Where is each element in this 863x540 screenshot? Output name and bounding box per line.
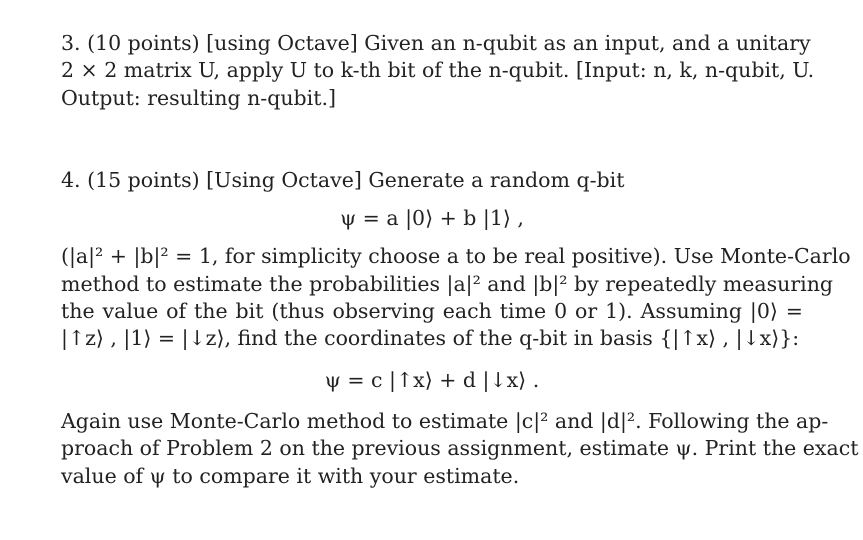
problem-4-final-paragraph: [61, 408, 859, 490]
problem-4-paragraph-line-3: the value of the bit (thus observing each time 0 or 1). Assuming |0⟩ =: [61, 299, 803, 324]
problem-4: [61, 167, 859, 490]
problem-3: [61, 30, 815, 112]
problem-4-intro: 4. (15 points) [Using Octave] Generate a random q-bit: [61, 167, 625, 192]
problem-4-paragraph-line-2: method to estimate the probabilities |a|² and |b|² by repeatedly measuring: [61, 271, 834, 296]
equation-qubit-x-basis: ψ = c |↑x⟩ + d |↓x⟩ .: [324, 367, 540, 392]
problem-4-paragraph-line-1: (|a|² + |b|² = 1, for simplicity choose a to be real positive). Use Monte-Carlo: [61, 244, 851, 269]
problem-3-line-3: Output: resulting n-qubit.]: [61, 85, 336, 110]
problem-4-final-line-3: value of ψ to compare it with your estimate.: [61, 463, 520, 488]
problem-3-line-2: 2 × 2 matrix U, apply U to k-th bit of the n-qubit. [Input: n, k, n-qubit, U.: [61, 58, 815, 83]
problem-4-final-line-2: proach of Problem 2 on the previous assignment, estimate ψ. Print the exact: [61, 436, 859, 461]
problem-4-paragraph: [61, 243, 851, 352]
equation-qubit-z-basis: ψ = a |0⟩ + b |1⟩ ,: [340, 206, 524, 231]
problem-4-paragraph-line-4: |↑z⟩ , |1⟩ = |↓z⟩, find the coordinates of the q-bit in basis {|↑x⟩ , |↓x⟩}:: [61, 326, 800, 351]
assignment-text: [61, 30, 859, 490]
problem-4-final-line-1: Again use Monte-Carlo method to estimate |c|² and |d|². Following the ap-: [61, 408, 829, 433]
problem-3-line-1: 3. (10 points) [using Octave] Given an n-qubit as an input, and a unitary: [61, 31, 811, 55]
